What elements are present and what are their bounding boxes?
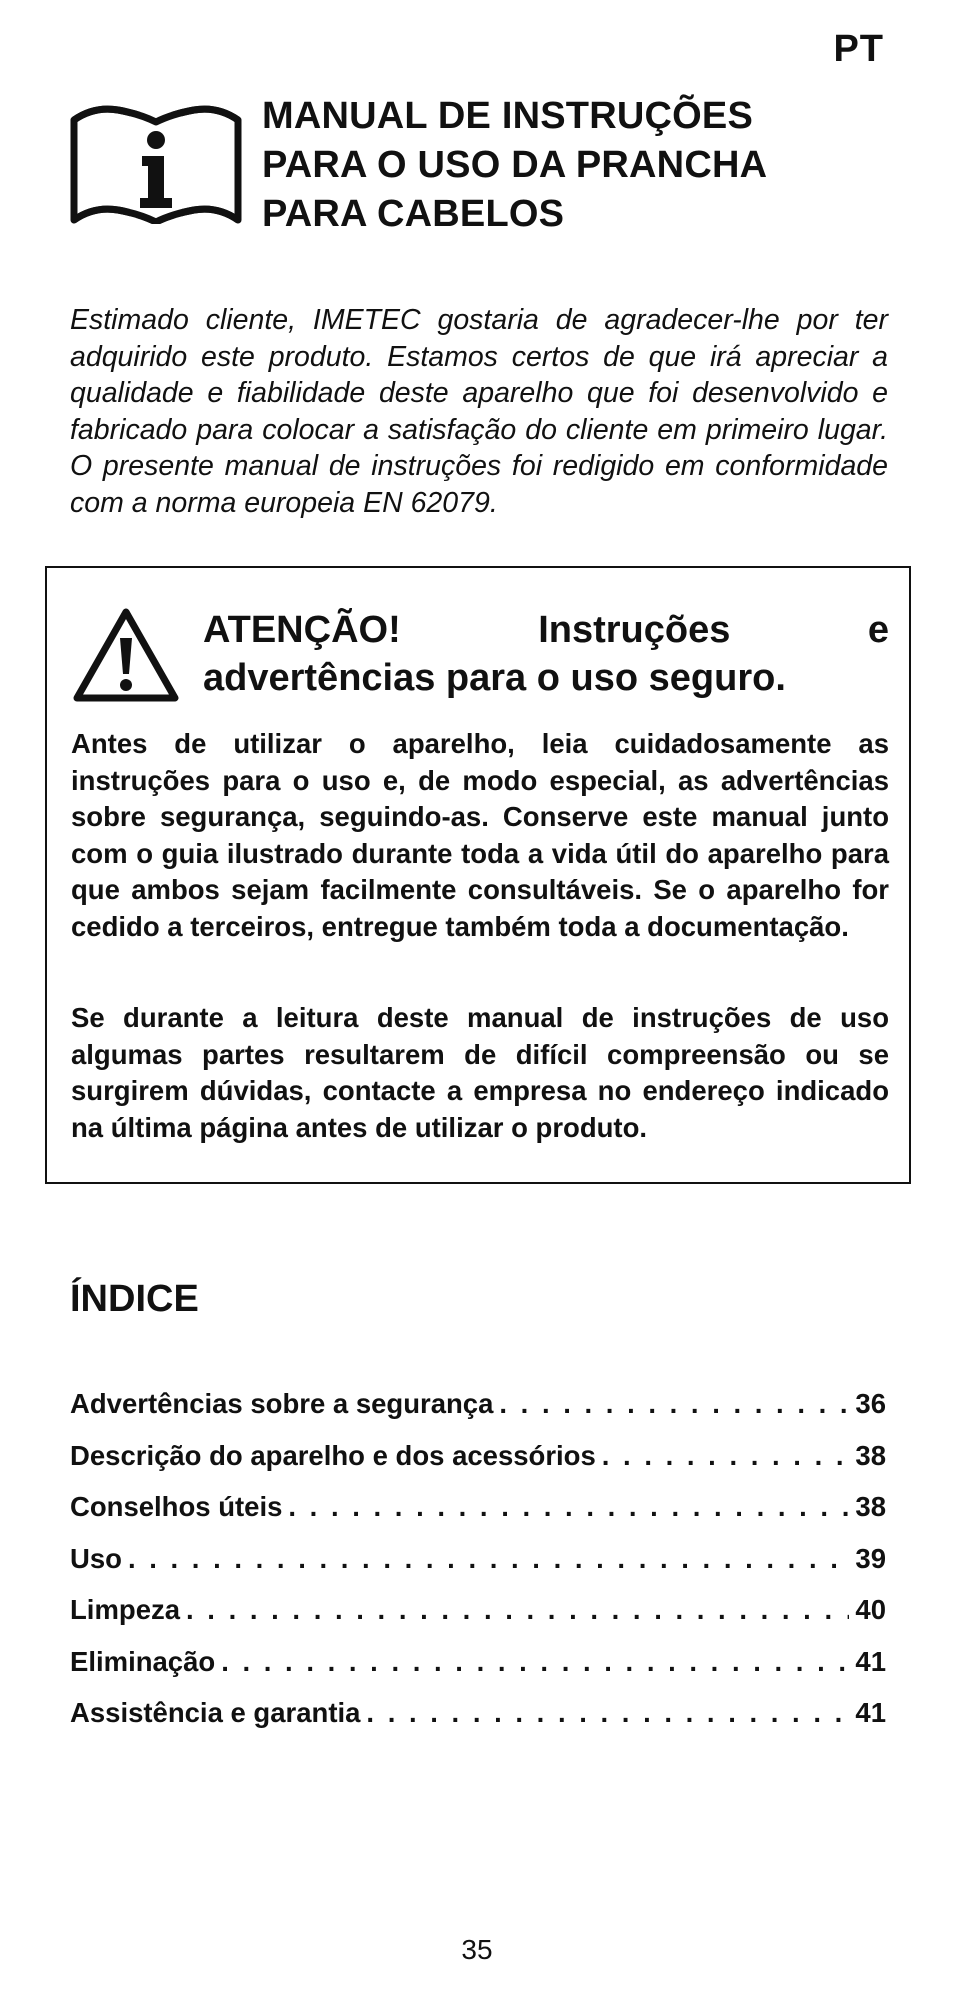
toc-entry-label: Assistência e garantia — [70, 1697, 361, 1728]
toc-entry-page: 40 — [855, 1594, 886, 1625]
index-heading: ÍNDICE — [70, 1278, 199, 1320]
safety-warning-box — [45, 566, 911, 1184]
toc-leader-dots — [288, 1491, 849, 1523]
toc-leader-dots — [499, 1388, 849, 1420]
warning-paragraph-2: Se durante a leitura deste manual de instruções de uso algumas partes resultarem de difícil compreensão ou se surgirem dúvidas, contacte a empresa no endereço indicado na última página antes de utilizar o produto. — [71, 1002, 889, 1143]
toc-entry[interactable] — [70, 1594, 886, 1646]
toc-entry-label: Eliminação — [70, 1645, 216, 1677]
page-number: 35 — [461, 1934, 493, 1965]
warning-triangle-icon — [71, 606, 181, 706]
toc-entry[interactable] — [70, 1697, 886, 1749]
toc-entry-label: Advertências sobre a segurança — [70, 1388, 494, 1419]
toc-entry-page: 39 — [855, 1542, 886, 1574]
toc-entry[interactable] — [70, 1440, 886, 1492]
warning-title-line-1: ATENÇÃO! Instruções e — [203, 609, 889, 651]
toc-entry[interactable] — [70, 1543, 886, 1595]
document-header — [70, 92, 890, 242]
warning-title — [203, 606, 889, 702]
toc-entry[interactable] — [70, 1491, 886, 1543]
toc-entry-label: Uso — [70, 1542, 122, 1574]
toc-entry-label: Conselhos úteis — [70, 1491, 283, 1522]
toc-entry-page: 41 — [855, 1645, 886, 1677]
info-book-icon — [70, 102, 242, 224]
toc-leader-dots — [221, 1646, 849, 1678]
warning-title-line-2: advertências para o uso seguro. — [203, 657, 786, 699]
toc-entry-label: Limpeza — [70, 1594, 181, 1625]
toc-leader-dots — [186, 1594, 849, 1626]
toc-leader-dots — [128, 1543, 849, 1575]
toc-entry-label: Descrição do aparelho e dos acessórios — [70, 1439, 596, 1471]
warning-paragraph-1: Antes de utilizar o aparelho, leia cuidadosamente as instruções para o uso e, de modo especial, as advertências sobre segurança, seguindo-as. Conserve este manual junto com o guia ilustrado durante toda a vida útil do aparelho para que ambos sejam facilmente consultáveis. Se o aparelho for cedido a terceiros, entregue também toda a documentação. — [71, 728, 889, 942]
document-title: MANUAL DE INSTRUÇÕES PARA O USO DA PRANCHA PARA CABELOS — [262, 95, 768, 235]
toc-entry[interactable] — [70, 1388, 886, 1440]
toc-entry-page: 38 — [855, 1491, 886, 1522]
toc-leader-dots — [602, 1440, 850, 1472]
toc-entry-page: 41 — [855, 1697, 886, 1728]
language-code: PT — [833, 28, 884, 70]
toc-leader-dots — [366, 1697, 849, 1729]
toc-entry-page: 36 — [855, 1388, 886, 1419]
intro-paragraph: Estimado cliente, IMETEC gostaria de agradecer-lhe por ter adquirido este produto. Estamos certos de que irá apreciar a qualidade e fiabilidade deste aparelho que foi desenvolvido e fabricado para colocar a satisfação do cliente em primeiro lugar. O presente manual de instruções foi redigido em conformidade com a norma europeia EN 62079. — [70, 304, 888, 519]
toc-entry-page: 38 — [855, 1439, 886, 1471]
table-of-contents — [70, 1388, 886, 1749]
toc-entry[interactable] — [70, 1646, 886, 1698]
